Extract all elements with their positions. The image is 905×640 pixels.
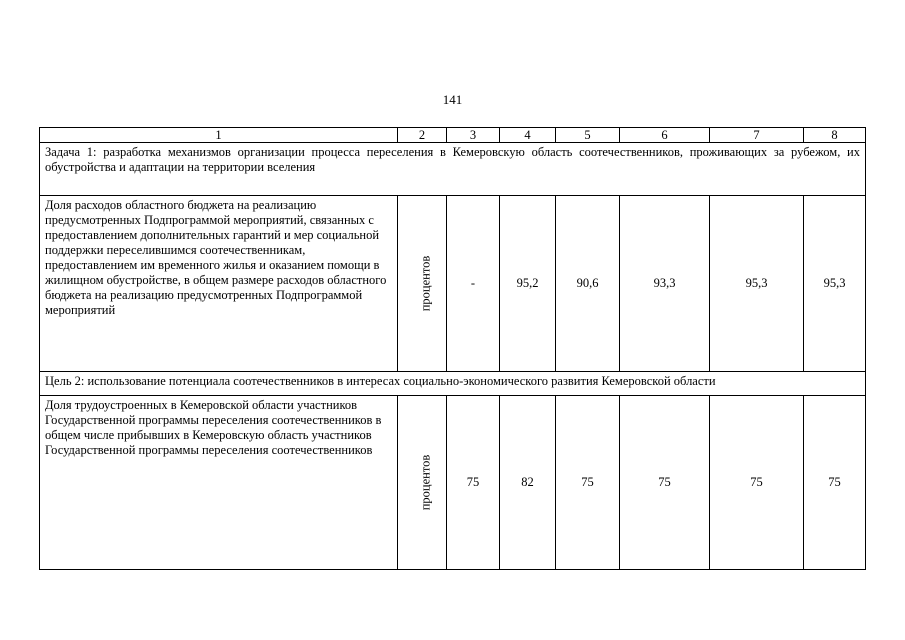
indicators-table: [39, 127, 866, 570]
header-cell: 2: [398, 128, 447, 143]
value-cell: -: [447, 196, 500, 372]
unit-cell: [398, 196, 447, 372]
value-cell: 93,3: [620, 196, 710, 372]
table-row: [40, 396, 866, 570]
section-row-task-1: [40, 143, 866, 196]
value-cell: 90,6: [556, 196, 620, 372]
indicator-cell: Доля трудоустроенных в Кемеровской области участников Государственной программы переселения соотечественников в общем числе прибывших в Кемеровскую область участников Государственной программы переселения соотечественников: [40, 396, 398, 570]
value-cell: 82: [500, 396, 556, 570]
table-header-row: [40, 128, 866, 143]
value-cell: 75: [447, 396, 500, 570]
value-cell: 75: [804, 396, 866, 570]
header-cell: 8: [804, 128, 866, 143]
indicator-cell: Доля расходов областного бюджета на реализацию предусмотренных Подпрограммой мероприятий, связанных с предоставлением дополнительных гарантий и мер социальной поддержки переселившимся соотечественникам, предоставлением им временного жилья и оказанием помощи в жилищном обустройстве, в общем размере расходов областного бюджета на реализацию предусмотренных Подпрограммой мероприятий: [40, 196, 398, 372]
unit-label: процентов: [418, 454, 433, 511]
value-cell: 75: [620, 396, 710, 570]
header-cell: 3: [447, 128, 500, 143]
page-number: 141: [442, 92, 463, 107]
header-cell: 4: [500, 128, 556, 143]
header-cell: 1: [40, 128, 398, 143]
header-cell: 7: [710, 128, 804, 143]
section-row-goal-2: [40, 372, 866, 396]
header-cell: 6: [620, 128, 710, 143]
value-cell: 75: [556, 396, 620, 570]
table-row: [40, 196, 866, 372]
value-cell: 95,3: [710, 196, 804, 372]
unit-label: процентов: [418, 255, 433, 312]
header-cell: 5: [556, 128, 620, 143]
section-title: Цель 2: использование потенциала соотечественников в интересах социально-экономического развития Кемеровской области: [40, 372, 866, 396]
value-cell: 95,3: [804, 196, 866, 372]
unit-cell: [398, 396, 447, 570]
section-title: Задача 1: разработка механизмов организации процесса переселения в Кемеровскую область соотечественников, проживающих за рубежом, их обустройства и адаптации на территории вселения: [40, 143, 866, 196]
value-cell: 75: [710, 396, 804, 570]
value-cell: 95,2: [500, 196, 556, 372]
